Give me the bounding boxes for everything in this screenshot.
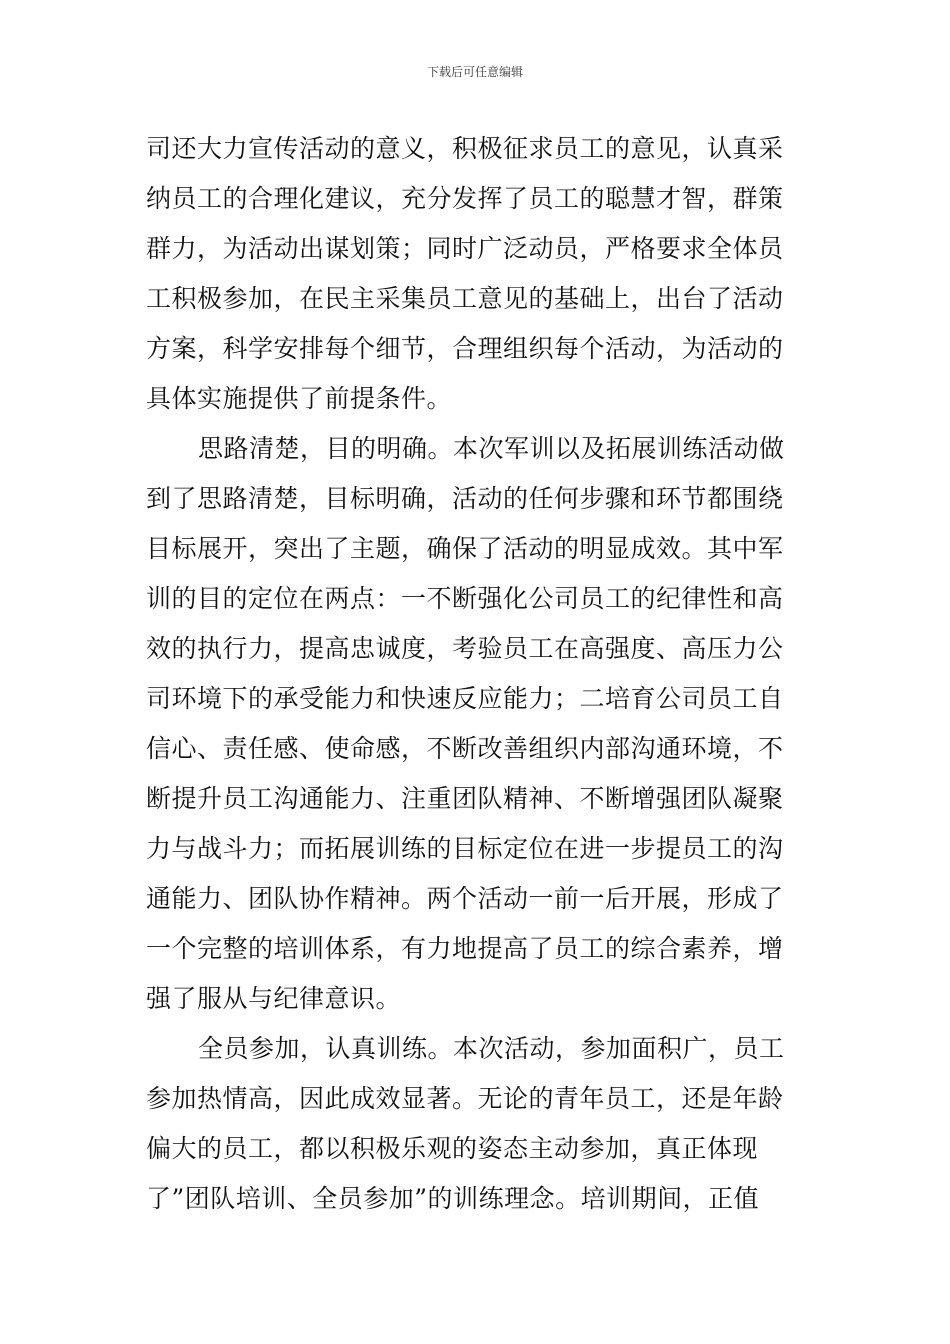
text-line: 参加热情高，因此成效显著。无论的青年员工，还是年龄 <box>146 1084 784 1113</box>
text-line: 了”团队培训、全员参加”的训练理念。培训期间，正值 <box>146 1184 760 1213</box>
text-line: 力与战斗力；而拓展训练的目标定位在进一步提员工的沟 <box>146 834 784 863</box>
text-line: 通能力、团队协作精神。两个活动一前一后开展，形成了 <box>146 884 784 913</box>
paragraph-clear-goals <box>146 424 806 1024</box>
text-line: 效的执行力，提高忠诚度，考验员工在高强度、高压力公 <box>146 634 784 663</box>
text-line: 一个完整的培训体系，有力地提高了员工的综合素养，增 <box>146 934 784 963</box>
document-body <box>146 124 806 1224</box>
paragraph-full-participation <box>146 1024 806 1224</box>
text-line: 司环境下的承受能力和快速反应能力；二培育公司员工自 <box>146 684 784 713</box>
text-line: 到了思路清楚，目标明确，活动的任何步骤和环节都围绕 <box>146 484 784 513</box>
text-line: 偏大的员工，都以积极乐观的姿态主动参加，真正体现 <box>146 1134 759 1163</box>
text-line: 全员参加，认真训练。本次活动，参加面积广，员工 <box>198 1034 785 1063</box>
text-line: 强了服从与纪律意识。 <box>146 984 402 1013</box>
text-line: 司还大力宣传活动的意义，积极征求员工的意见，认真采 <box>146 134 784 163</box>
text-line: 断提升员工沟通能力、注重团队精神、不断增强团队凝聚 <box>146 784 784 813</box>
text-line: 工积极参加，在民主采集员工意见的基础上，出台了活动 <box>146 284 784 313</box>
text-line: 信心、责任感、使命感，不断改善组织内部沟通环境，不 <box>146 734 784 763</box>
text-line: 方案，科学安排每个细节，合理组织每个活动，为活动的 <box>146 334 784 363</box>
text-line: 思路清楚，目的明确。本次军训以及拓展训练活动做 <box>198 434 785 463</box>
text-line: 目标展开，突出了主题，确保了活动的明显成效。其中军 <box>146 534 784 563</box>
text-line: 群力，为活动出谋划策；同时广泛动员，严格要求全体员 <box>146 234 784 263</box>
paragraph-continuation <box>146 124 806 424</box>
text-line: 纳员工的合理化建议，充分发挥了员工的聪慧才智，群策 <box>146 184 784 213</box>
page-header-note: 下载后可任意编辑 <box>426 65 523 79</box>
text-line: 训的目的定位在两点：一不断强化公司员工的纪律性和高 <box>146 584 784 613</box>
text-line: 具体实施提供了前提条件。 <box>146 384 453 413</box>
